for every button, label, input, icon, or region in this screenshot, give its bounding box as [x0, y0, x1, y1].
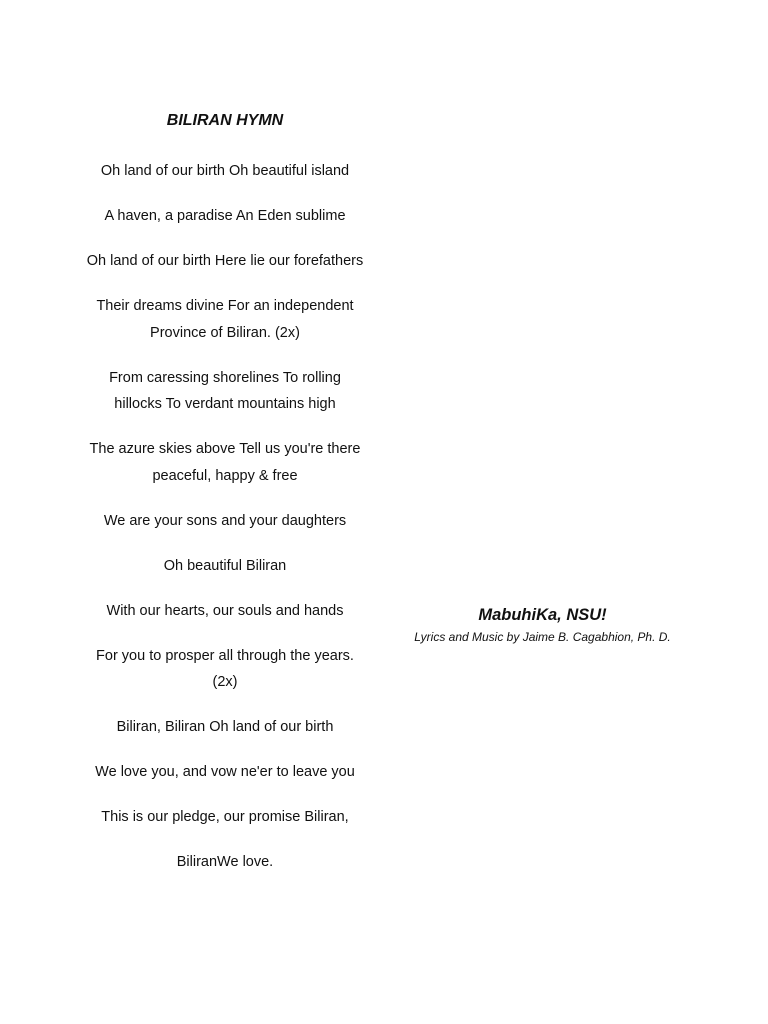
- song-title: MabuhiKa, NSU!: [478, 606, 607, 624]
- hymn-verse: BiliranWe love.: [176, 854, 274, 870]
- hymn-verse: We are your sons and your daughters: [103, 512, 347, 529]
- hymn-verse: Oh land of our birth Oh beautiful island: [100, 163, 350, 179]
- song-section: [400, 602, 685, 646]
- hymn-section: [84, 108, 366, 894]
- hymn-verse: Biliran, Biliran Oh land of our birth: [116, 719, 334, 735]
- hymn-verse: A haven, a paradise An Eden sublime: [104, 208, 346, 224]
- hymn-verse: For you to prosper all through the years. (2x): [96, 647, 354, 690]
- song-credit: Lyrics and Music by Jaime B. Cagabhion, Ph. D.: [414, 630, 671, 644]
- hymn-verse: The azure skies above Tell us you're there peaceful, happy & free: [89, 441, 361, 484]
- hymn-verse: This is our pledge, our promise Biliran,: [101, 809, 349, 825]
- hymn-verse: We love you, and vow ne'er to leave you: [95, 764, 355, 780]
- hymn-verse: Oh beautiful Biliran: [163, 557, 287, 574]
- hymn-verse: With our hearts, our souls and hands: [106, 602, 344, 619]
- hymn-title: BILIRAN HYMN: [166, 112, 284, 129]
- hymn-verse: Oh land of our birth Here lie our forefathers: [86, 253, 364, 269]
- hymn-verse: From caressing shorelines To rolling hillocks To verdant mountains high: [109, 369, 341, 412]
- hymn-verse: Their dreams divine For an independent Province of Biliran. (2x): [96, 298, 354, 341]
